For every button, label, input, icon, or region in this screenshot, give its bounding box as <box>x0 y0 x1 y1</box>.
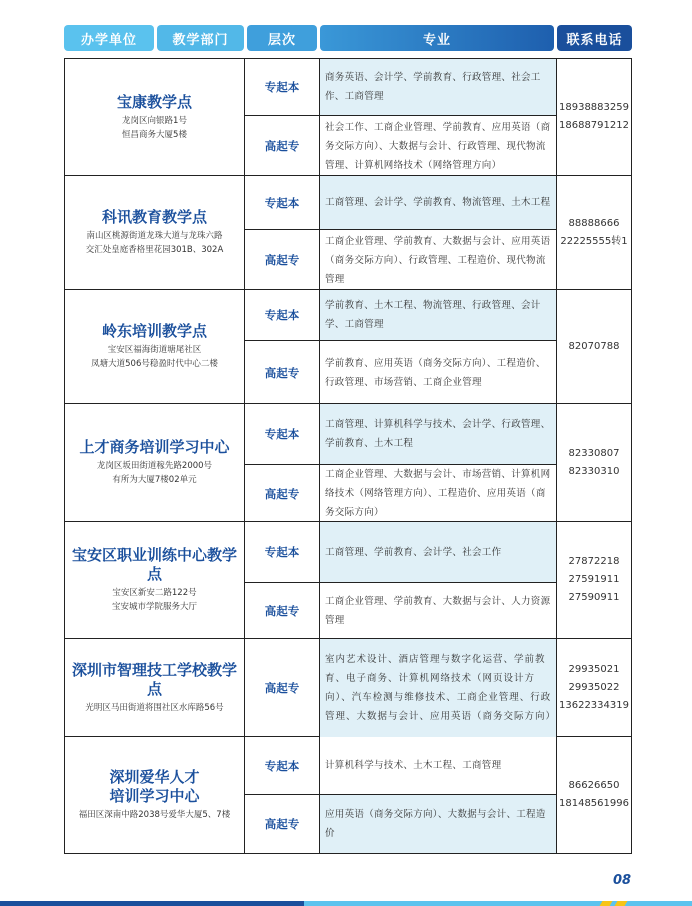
phone-cell: 82070788 <box>556 290 631 403</box>
unit-cell <box>65 522 245 638</box>
header-unit: 办学单位 <box>64 25 154 51</box>
footer-bar <box>0 901 692 906</box>
level-label: 高起专 <box>245 116 320 176</box>
program-row <box>245 583 556 639</box>
unit-name: 科讯教育教学点 <box>101 208 207 226</box>
program-row <box>245 465 556 522</box>
unit-name: 宝安区职业训练中心教学点 <box>71 546 237 583</box>
table-row <box>65 59 631 176</box>
major-list: 计算机科学与技术、土木工程、工商管理 <box>325 760 502 771</box>
major-list: 工商企业管理、大数据与会计、市场营销、计算机网络技术（网络管理方向）、工程造价、应用英语（商务交际方向） <box>325 469 551 518</box>
major-list: 商务英语、会计学、学前教育、行政管理、社会工作、工商管理 <box>320 59 556 115</box>
unit-address: 南山区桃源街道龙珠大道与龙珠六路 交汇处皇庭香格里花园301B、302A <box>85 231 224 255</box>
unit-address: 龙岗区坂田街道稼先路2000号 有所为大厦7楼02单元 <box>96 461 213 485</box>
level-label: 高起专 <box>245 639 320 737</box>
program-row <box>245 341 556 404</box>
table-row <box>65 404 631 522</box>
table-row <box>65 639 631 737</box>
unit-name: 宝康教学点 <box>116 92 192 111</box>
major-list: 工商管理、会计学、学前教育、物流管理、土木工程 <box>320 176 556 229</box>
level-label: 高起专 <box>245 230 320 290</box>
level-label: 专起本 <box>245 404 320 464</box>
table-row <box>65 290 631 404</box>
level-label: 专起本 <box>245 737 320 794</box>
unit-cell <box>65 176 245 289</box>
unit-address: 宝安区新安二路122号 宝安城市学院服务大厅 <box>111 588 197 612</box>
table-row <box>65 522 631 639</box>
level-label: 专起本 <box>245 290 320 340</box>
major-list: 工商管理、学前教育、会计学、社会工作 <box>320 522 556 582</box>
unit-address: 龙岗区向银路1号 恒昌商务大厦5楼 <box>122 115 187 140</box>
level-label: 高起专 <box>245 341 320 404</box>
unit-cell <box>65 639 245 736</box>
table-row <box>65 176 631 290</box>
footer-bar-dark <box>0 901 304 906</box>
table-row <box>65 737 631 853</box>
header-major: 专业 <box>320 25 554 51</box>
program-row <box>245 795 556 853</box>
major-list: 社会工作、工商企业管理、学前教育、应用英语（商务交际方向）、大数据与会计、行政管理、现代物流管理、计算机网络技术（网络管理方向） <box>325 121 551 171</box>
program-row <box>245 639 556 737</box>
major-list: 应用英语（商务交际方向）、大数据与会计、工程造价 <box>320 795 556 853</box>
header-phone: 联系电话 <box>557 25 632 51</box>
level-label: 高起专 <box>245 465 320 522</box>
unit-cell <box>65 290 245 403</box>
level-label: 专起本 <box>245 59 320 115</box>
program-row <box>245 230 556 290</box>
phone-cell: 86626650 18148561996 <box>556 737 631 853</box>
footer-bar-light <box>304 901 692 906</box>
phone-cell: 18938883259 18688791212 <box>556 59 631 175</box>
program-row <box>245 404 556 465</box>
phone-cell: 82330807 82330310 <box>556 404 631 521</box>
unit-address: 宝安区福海街道塘尾社区 凤塘大道506号稳盈时代中心二楼 <box>91 345 218 369</box>
major-list: 室内艺术设计、酒店管理与数字化运营、学前教育、电子商务、计算机网络技术（网页设计方向）、汽车检测与维修技术、工商企业管理、行政管理、大数据与会计、应用英语（商务交际方向） <box>320 639 556 737</box>
program-row <box>245 59 556 116</box>
phone-cell: 29935021 29935022 13622334319 <box>556 639 631 736</box>
major-list: 工商企业管理、学前教育、大数据与会计、人力资源管理 <box>325 596 551 626</box>
unit-cell <box>65 737 245 853</box>
phone-cell: 88888666 22225555转1 <box>556 176 631 289</box>
level-label: 专起本 <box>245 176 320 229</box>
program-row <box>245 116 556 176</box>
program-row <box>245 737 556 795</box>
unit-name: 岭东培训教学点 <box>101 322 207 340</box>
unit-name: 深圳爱华人才培训学习中心 <box>109 768 200 805</box>
major-list: 工商企业管理、学前教育、大数据与会计、应用英语（商务交际方向）、行政管理、工程造价、现代物流管理 <box>325 235 551 285</box>
program-row <box>245 290 556 341</box>
level-label: 专起本 <box>245 522 320 582</box>
page-number: 08 <box>613 873 632 888</box>
level-label: 高起专 <box>245 795 320 853</box>
program-row <box>245 176 556 230</box>
program-row <box>245 522 556 583</box>
unit-address: 光明区马田街道将围社区水库路56号 <box>85 702 224 713</box>
header-department: 教学部门 <box>157 25 244 51</box>
major-list: 学前教育、应用英语（商务交际方向）、工程造价、行政管理、市场营销、工商企业管理 <box>325 357 546 388</box>
unit-name: 上才商务培训学习中心 <box>79 438 230 456</box>
unit-address: 福田区深南中路2038号爱华大厦5、7楼 <box>78 810 231 820</box>
level-label: 高起专 <box>245 583 320 639</box>
header-level: 层次 <box>247 25 317 51</box>
teaching-points-table <box>64 58 632 854</box>
unit-cell <box>65 59 245 175</box>
unit-cell <box>65 404 245 521</box>
major-list: 工商管理、计算机科学与技术、会计学、行政管理、学前教育、土木工程 <box>320 404 556 464</box>
phone-cell: 27872218 27591911 27590911 <box>556 522 631 638</box>
unit-name: 深圳市智理技工学校教学点 <box>71 660 237 698</box>
major-list: 学前教育、土木工程、物流管理、行政管理、会计学、工商管理 <box>320 290 556 340</box>
